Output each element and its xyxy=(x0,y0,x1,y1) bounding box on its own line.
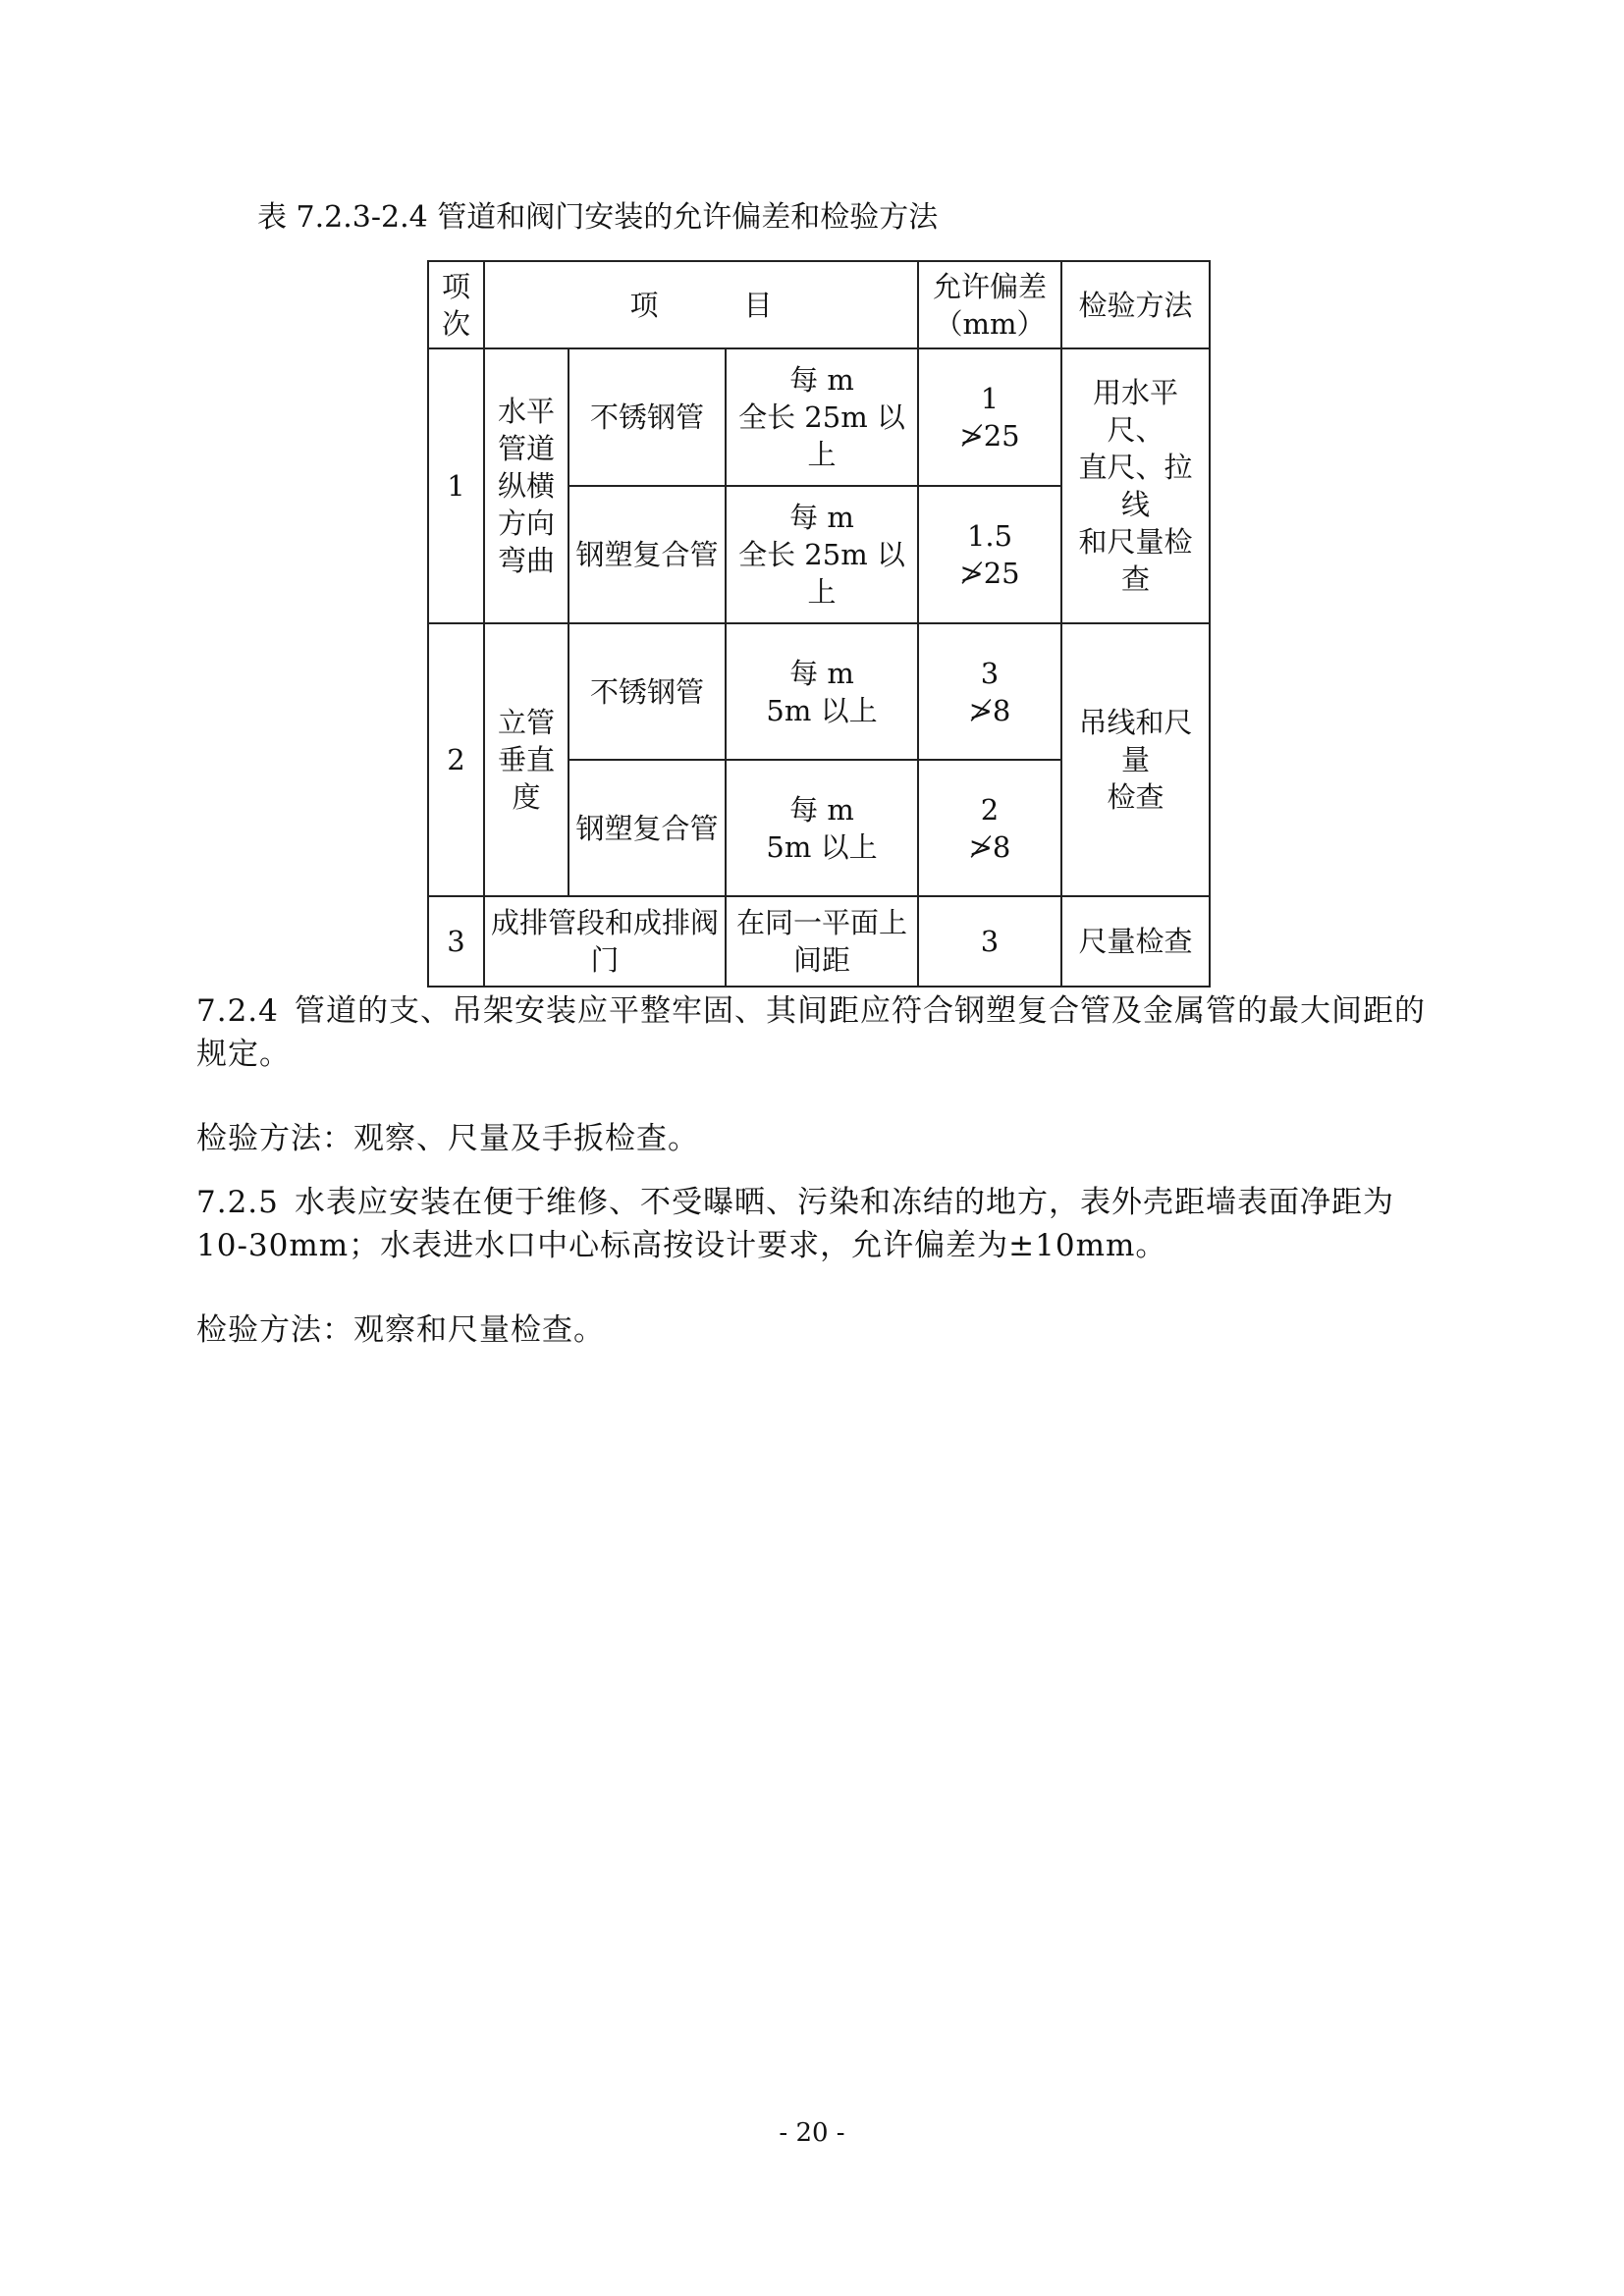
clause-text: 管道的支、吊架安装应平整牢固、其间距应符合钢塑复合管及金属管的最大间距的规定。 xyxy=(196,993,1426,1072)
cell-condition: 每 m 全长 25m 以上 xyxy=(726,348,918,486)
cell-tolerance: 2 ≯8 xyxy=(918,760,1061,896)
cell-category: 成排管段和成排阀门 xyxy=(484,896,726,987)
cell-tolerance: 1.5 ≯25 xyxy=(918,486,1061,623)
header-tolerance: 允许偏差 （mm） xyxy=(918,261,1061,348)
cell-tolerance: 3 ≯8 xyxy=(918,623,1061,760)
table-row xyxy=(428,348,1210,486)
cell-condition: 每 m 5m 以上 xyxy=(726,760,918,896)
header-method: 检验方法 xyxy=(1061,261,1210,348)
cell-tolerance: 3 xyxy=(918,896,1061,987)
inspection-method: 检验方法：观察和尺量检查。 xyxy=(196,1312,605,1348)
cell-tolerance: 1 ≯25 xyxy=(918,348,1061,486)
cell-condition: 在同一平面上间距 xyxy=(726,896,918,987)
page-number: - 20 - xyxy=(779,2118,845,2148)
cell-material: 钢塑复合管 xyxy=(568,760,726,896)
table-caption: 表 7.2.3-2.4 管道和阀门安装的允许偏差和检验方法 xyxy=(257,200,939,235)
clause-text: 水表应安装在便于维修、不受曝晒、污染和冻结的地方，表外壳距墙表面净距为 10-30mm；水表进水口中心标高按设计要求，允许偏差为±10mm。 xyxy=(196,1185,1394,1263)
clause-7-2-4 xyxy=(196,989,1434,1076)
cell-material: 钢塑复合管 xyxy=(568,486,726,623)
cell-category: 水平 管道 纵横 方向 弯曲 xyxy=(484,348,568,623)
cell-method: 吊线和尺量 检查 xyxy=(1061,623,1210,896)
clause-number: 7.2.5 xyxy=(196,1185,279,1220)
cell-method: 用水平尺、 直尺、拉线 和尺量检查 xyxy=(1061,348,1210,623)
clause-number: 7.2.4 xyxy=(196,993,279,1029)
cell-category: 立管 垂直 度 xyxy=(484,623,568,896)
inspection-method: 检验方法：观察、尺量及手扳检查。 xyxy=(196,1121,699,1156)
cell-condition: 每 m 全长 25m 以上 xyxy=(726,486,918,623)
table-row xyxy=(428,896,1210,987)
clause-7-2-5 xyxy=(196,1181,1434,1267)
cell-material: 不锈钢管 xyxy=(568,348,726,486)
cell-no: 1 xyxy=(428,348,484,623)
tolerance-table xyxy=(427,260,1211,988)
cell-condition: 每 m 5m 以上 xyxy=(726,623,918,760)
header-no: 项 次 xyxy=(428,261,484,348)
cell-no: 2 xyxy=(428,623,484,896)
cell-no: 3 xyxy=(428,896,484,987)
cell-method: 尺量检查 xyxy=(1061,896,1210,987)
cell-material: 不锈钢管 xyxy=(568,623,726,760)
table-row xyxy=(428,623,1210,760)
table-header-row xyxy=(428,261,1210,348)
header-item: 项 目 xyxy=(484,261,918,348)
